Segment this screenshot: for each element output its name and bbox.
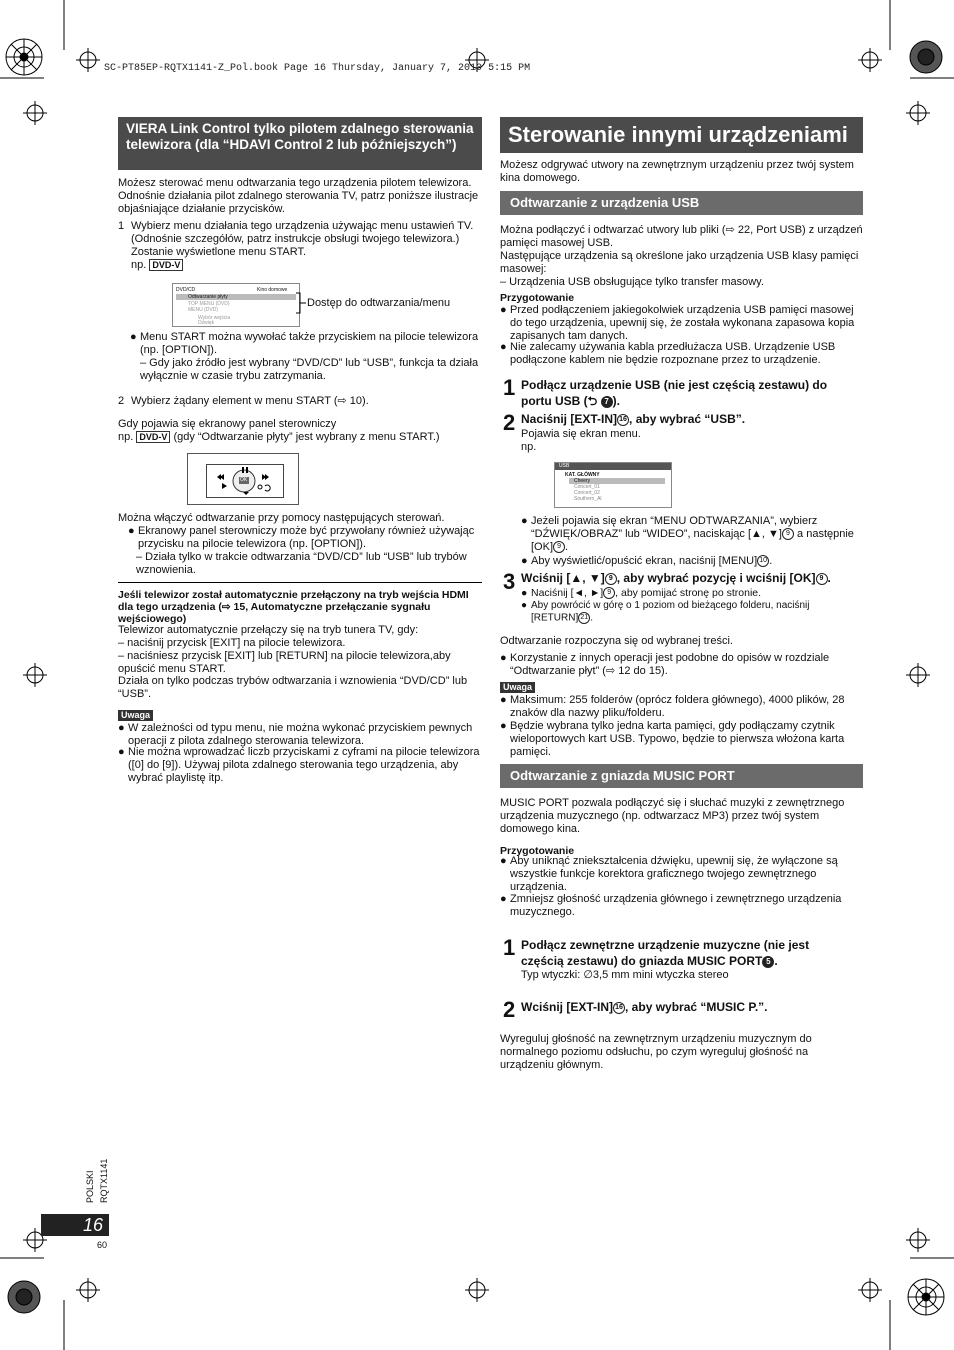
page-number: 16 [41,1214,109,1236]
ext-in-circle: 16 [617,414,629,426]
usb-bullet2: ● Nie zalecamy używania kabla przedłużacza USB. Urządzenie USB podłączone kablem nie będzie rozpoznane przez to urządzenie. [500,341,836,366]
usb-f1: Cheery [574,478,591,484]
control-panel-screen [187,453,299,505]
screen1-row4: Wybór wejścia [198,315,231,321]
circ9-d: 9 [816,573,828,585]
usb-step1-text [521,377,861,409]
mp-step2-text: Wciśnij [EXT-IN] 16 , aby wybrać “MUSIC P.”. [521,1000,768,1014]
panel-note: (gdy “Odtwarzanie płyty” jest wybrany z menu START.) [173,431,440,443]
usb-step3-num: 3 [503,569,516,594]
print-header-line: SC-PT85EP-RQTX1141-Z_Pol.book Page 16 Thursday, January 7, 2010 5:15 PM [104,63,531,74]
bullet-start-menu: ● Menu START można wywołać także przyciskiem na pilocie telewizora (np. [OPTION]). [130,331,479,356]
left-note1: ● W zależności od typu menu, nie można wykonać przyciskiem pewnych operacji z pilota zdalnego sterowania telewizora. [118,722,473,747]
play-bullet: ● Korzystanie z innych operacji jest podobne do opisów w rozdziale “Odtwarzanie płyt” (⇨ 12 do 15). [500,652,830,677]
usb-heading: Odtwarzanie z urządzenia USB [500,191,863,215]
usb-step2-text [521,411,861,427]
circ9-a: 9 [782,528,794,540]
usb-step1-num: 1 [503,375,516,400]
usb-p1: Można podłączyć i odtwarzać utwory lub pliki (⇨ 22, Port USB) z urządzeń pamięci masowej USB. [500,224,863,249]
screen1-row-selected [176,294,296,300]
usb-p2: Następujące urządzenia są określone jako urządzenia USB klasy pamięci masowej: [500,250,859,275]
panel-np: np. [118,431,134,443]
dvdv-tag: DVD-V [149,259,183,271]
circ9-b: 9 [553,541,565,553]
usb-step2-sub2: np. [521,441,537,453]
usb-step3-bullet2: ● Aby powrócić w górę o 1 poziom od bieżącego folderu, naciśnij [RETURN] 21 . [521,600,810,624]
music-port-circle: 5 [762,956,774,968]
right-uwaga: Uwaga [500,681,535,694]
usb-screen-title: USB [559,463,570,469]
crosshair-top-right-icon [858,48,882,72]
mp-bullet2: ● Zmniejsz głośność urządzenia głównego i zewnętrznego urządzenia muzycznego. [500,893,842,918]
right-note1: ● Maksimum: 255 folderów (oprócz foldera głównego), 4000 plików, 28 znaków dla nazwy pliku/folderu. [500,694,845,719]
step1-num: 1 [118,220,125,232]
circ21: 21 [578,612,590,624]
step1-example [131,259,183,272]
usb-step2-pre: Naciśnij [EXT-IN] [521,412,618,426]
screen1-row5: Dźwięk [198,320,215,326]
dash-start-menu: – Gdy jako źródło jest wybrany “DVD/CD” lub “USB”, funkcja ta działa wyłącznie w czasie trybu zatrzymania. [140,357,479,382]
crosshair-right-bot-icon [906,1228,930,1252]
screen1-row1: Odtwarzanie płyty [188,294,228,300]
mp-end-para: Wyreguluj głośność na zewnętrznym urządzeniu muzycznym do normalnego poziomu odsłuchu, po czym wyreguluj głośność na urządzeniu głównym. [500,1033,812,1071]
crosshair-bot-right-icon [858,1278,882,1302]
right-note2: ● Będzie wybrana tylko jedna karta pamięci, gdy podłączamy czytnik wieloportowych kart USB. Typowo, będzie to pierwsza włożona karta pamięci. [500,720,845,758]
port-usb-circle: 7 [601,396,613,408]
usb-f2: Concert_01 [574,484,600,490]
main-title: Sterowanie innymi urządzeniami [500,117,863,153]
footer-polski: POLSKI [85,1170,95,1203]
mp-step1-num: 1 [503,935,516,960]
music-port-heading: Odtwarzanie z gniazda MUSIC PORT [500,764,863,788]
usb-step3-text: Wciśnij [▲, ▼] 9 , aby wybrać pozycję i wciśnij [OK] 9 . [521,571,831,585]
sunburst-top-left-icon [6,39,42,75]
usb-screen [554,462,672,508]
usb-symbol-icon: ⮌ [587,394,598,408]
footer-code: RQTX1141 [99,1158,109,1203]
circ9-e: 9 [603,587,615,599]
mp-step2-num: 2 [503,997,516,1022]
left-note2: ● Nie można wprowadzać liczb przyciskami z cyframi na pilocie telewizora ([0] do [9]). Używaj pilota zdalnego sterowania tego urządzenia, aby wybrać playlistę itp. [118,746,480,784]
tv-dash2: – naciśniesz przycisk [EXIT] lub [RETURN] na pilocie telewizora,aby opuścić menu START. [118,650,451,675]
dvdv-tag-2: DVD-V [136,431,170,443]
usb-step1-end: ). [612,394,620,408]
mp-step1-text: Podłącz zewnętrzne urządzenie muzyczne (nie jest częścią zestawu) do gniazda MUSIC PORT 5 . [521,938,810,968]
viera-heading: VIERA Link Control tylko pilotem zdalnego sterowania telewizora (dla “HDAVI Control 2 lub późniejszych”) [118,117,482,170]
screen1-row3: MENU (DVD) [188,307,218,313]
usb-bullet1: ● Przed podłączeniem jakiegokolwiek urządzenia USB pamięci masowej do tego urządzenia, upewnij się, że została wykonana zapasowa kopia zapisanych tam danych. [500,304,855,342]
mp-bullet1: ● Aby uniknąć zniekształcenia dźwięku, upewnij się, że wyłączone są wszystkie funkcje korektora graficznego twojego zewnętrznego urządzenia. [500,855,838,893]
dash-panel: – Działa tylko w trakcie odtwarzania “DVD/CD” lub “USB” lub trybów wznowienia. [136,551,467,576]
step2-text: Wybierz żądany element w menu START (⇨ 10). [131,395,369,407]
step1-text: Wybierz menu działania tego urządzenia używając menu ustawień TV. (Odnośnie szczegółów, patrz instrukcje obsługi twojego telewizora.) Zostanie wyświetlone menu START. [131,220,474,258]
crosshair-right-mid-icon [906,663,930,687]
circ10: 10 [757,555,769,567]
left-uwaga: Uwaga [118,709,153,722]
usb-f4: Southern_Al [574,496,602,502]
crosshair-left-top-icon [23,101,47,125]
ext-in-circle-2: 16 [613,1002,625,1014]
sunburst-top-right-icon [910,41,942,73]
usb-step1-label: Podłącz urządzenie USB (nie jest częścią zestawu) do portu USB ( [521,378,828,408]
step2-num: 2 [118,395,125,407]
crosshair-bot-left-icon [76,1278,100,1302]
sunburst-bottom-left-icon [8,1281,40,1313]
tv-auto-text: Telewizor automatycznie przełączy się na tryb tunera TV, gdy: [118,624,419,636]
usb-step2-bullet2: ● Aby wyświetlić/opuścić ekran, naciśnij [MENU] 10 . [521,555,773,567]
usb-step2-sub1: Pojawia się ekran menu. [521,428,641,440]
callout-label: Dostęp do odtwarzania/menu [307,297,451,309]
usb-prep: Przygotowanie [500,292,575,304]
usb-p3: – Urządzenia USB obsługujące tylko transfer masowy. [500,276,764,288]
mp-prep: Przygotowanie [500,845,575,857]
right-intro: Możesz odgrywać utwory na zewnętrznym urządzeniu przez twój system kina domowego. [500,159,854,184]
works-only: Działa on tylko podczas trybów odtwarzania i wznowienia “DVD/CD” lub “USB”. [118,675,468,700]
screen1-row2: TOP MENU (DVD) [188,301,230,307]
viera-intro: Możesz sterować menu odtwarzania tego urządzenia pilotem telewizora. Odnośnie działania pilot zdalnego sterowania TV, patrz poniższe ilustracje objaśniające działanie przycisków. [118,177,479,215]
callout-bracket [296,292,306,314]
usb-root: KAT. GŁÓWNY [565,472,600,478]
usb-step2-post: , aby wybrać “USB”. [629,412,746,426]
usb-step2-num: 2 [503,410,516,435]
bullet-panel: ● Ekranowy panel sterowniczy może być przywołany również używając przycisku na pilocie telewizora (np. [OPTION]). [128,525,475,550]
tv-dash1: – naciśnij przycisk [EXIT] na pilocie telewizora. [118,637,346,649]
crosshair-right-top-icon [906,101,930,125]
circ9-c: 9 [605,573,617,585]
hdmi-bold-para: Jeśli telewizor został automatycznie przełączony na tryb wejścia HDMI dla tego urządzenia (⇨ 15, Automatyczne przełączanie sygnału wejściowego) [118,589,469,625]
mp-para: MUSIC PORT pozwala podłączyć się i słuchać muzyki z zewnętrznego urządzenia muzycznego (np. odtwarzacz MP3) przez twój system domowego kina. [500,797,845,835]
screen1-right-label: Kino domowe [257,287,288,293]
footer-small-number: 60 [97,1240,108,1250]
start-menu-screen [172,283,300,327]
screen1-left-label: DVD/CD [176,287,196,293]
usb-step2-bullet1: ● Jeżeli pojawia się ekran “MENU ODTWARZANIA”, wybierz “DŹWIĘK/OBRAZ” lub “WIDEO”, naciskając [▲, ▼] 9 a następnie [OK] 9 . [521,515,854,553]
crosshair-bot-center-icon [465,1278,489,1302]
sunburst-bottom-right-icon [908,1279,944,1315]
usb-f3: Concert_02 [574,490,600,496]
divider-left [118,582,482,583]
crosshair-top-left-icon [76,48,100,72]
enable-text: Można włączyć odtwarzanie przy pomocy następujących sterowań. [118,512,445,524]
panel-line1: Gdy pojawia się ekranowy panel sterowniczy [118,418,337,430]
usb-screen-titlebar [555,463,671,470]
usb-step3-bullet1: ● Naciśnij [◄, ►] 9 , aby pomijać stronę po stronie. [521,587,762,599]
control-panel-ok: OK [240,477,248,483]
mp-step1-sub: Typ wtyczki: ∅3,5 mm mini wtyczka stereo [521,969,729,981]
panel-line2 [118,431,440,444]
example-label: np. [131,259,147,271]
crosshair-left-mid-icon [23,663,47,687]
play-started: Odtwarzanie rozpoczyna się od wybranej treści. [500,635,733,647]
